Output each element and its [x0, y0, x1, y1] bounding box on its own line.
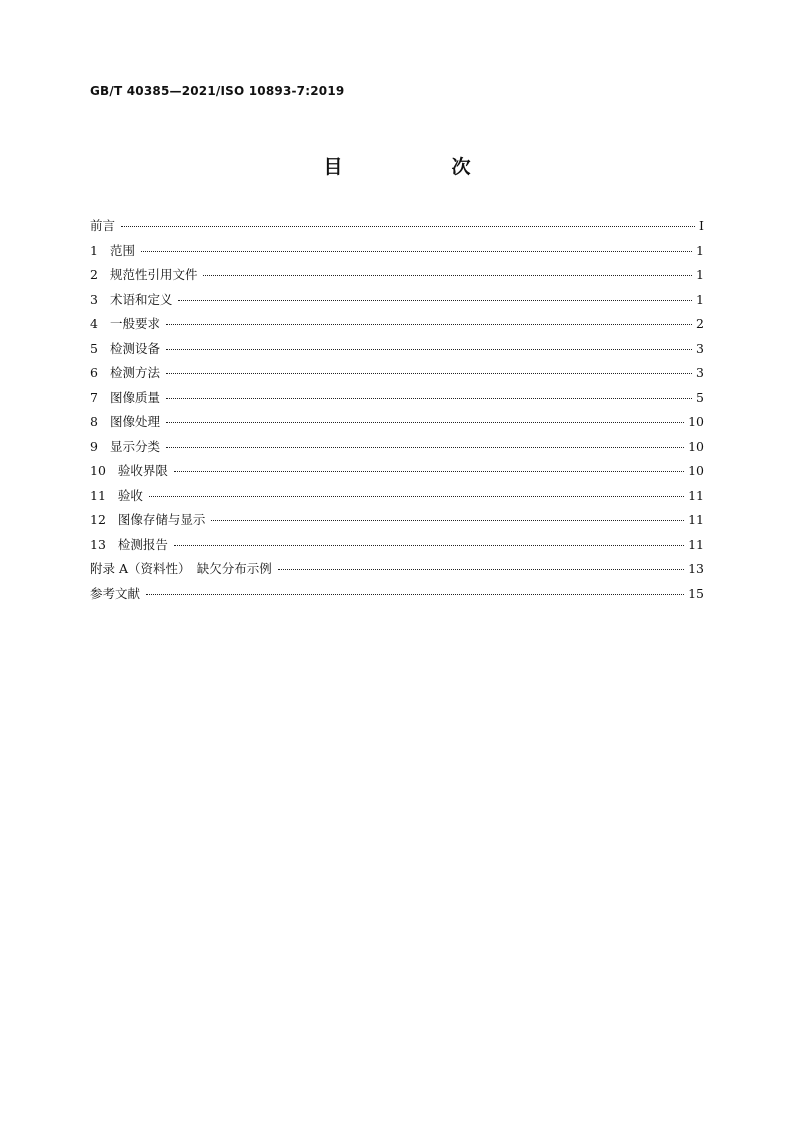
toc-entry-label: 范围 — [109, 242, 135, 258]
page-title: 目 次 — [323, 156, 516, 178]
toc-entry[interactable] — [90, 265, 704, 290]
toc-entry-label: 参考文献 — [90, 585, 141, 601]
toc-dot-leader — [166, 447, 684, 448]
toc-dot-leader — [166, 398, 692, 399]
toc-entry[interactable] — [90, 412, 704, 437]
toc-entry-page-number: 11 — [688, 487, 704, 503]
toc-entry-label: 验收 — [117, 487, 143, 503]
toc-entry-page-number: 1 — [696, 267, 704, 282]
toc-entry[interactable] — [90, 314, 704, 339]
toc-entry-number: 3 — [90, 291, 98, 307]
toc-entry-number: 13 — [90, 536, 106, 552]
toc-entry[interactable] — [90, 559, 704, 584]
toc-dot-leader — [178, 300, 692, 301]
toc-entry[interactable] — [90, 584, 704, 609]
toc-entry-page-number: 13 — [688, 561, 704, 576]
toc-entry-label: 图像处理 — [109, 414, 160, 429]
toc-entry[interactable] — [90, 216, 704, 241]
toc-entry-number: 8 — [90, 414, 98, 429]
toc-entry-number: 1 — [90, 242, 98, 258]
toc-entry-page-number: 2 — [696, 316, 704, 331]
toc-entry[interactable] — [90, 290, 704, 315]
toc-entry-label: 图像存储与显示 — [117, 512, 206, 527]
toc-entry[interactable] — [90, 486, 704, 511]
toc-entry-page-number: 10 — [688, 414, 704, 429]
toc-entry[interactable] — [90, 363, 704, 388]
toc-dot-leader — [121, 226, 695, 227]
toc-entry-page-number: 11 — [688, 536, 704, 552]
toc-entry-page-number: Ⅰ — [699, 218, 704, 233]
toc-dot-leader — [141, 251, 692, 252]
toc-entry[interactable] — [90, 535, 704, 560]
toc-dot-leader — [166, 349, 692, 350]
toc-entry-number: 7 — [90, 389, 98, 405]
toc-entry-number: 12 — [90, 512, 106, 527]
toc-entry-page-number: 11 — [688, 512, 704, 527]
toc-entry-label: 附录 A（资料性） 缺欠分布示例 — [90, 561, 272, 576]
toc-entry-page-number: 1 — [696, 291, 704, 307]
toc-entry-label: 验收界限 — [117, 463, 168, 478]
toc-entry-label: 检测报告 — [117, 536, 168, 552]
toc-entry-page-number: 15 — [688, 585, 704, 601]
toc-dot-leader — [146, 594, 684, 595]
toc-dot-leader — [166, 373, 692, 374]
toc-entry-number: 10 — [90, 463, 106, 478]
toc-entry-label: 显示分类 — [109, 438, 160, 454]
toc-dot-leader — [278, 569, 684, 570]
toc-entry-label: 检测设备 — [109, 340, 160, 356]
toc-entry-page-number: 3 — [696, 340, 704, 356]
toc-entry-page-number: 10 — [688, 463, 704, 478]
toc-entry-label: 规范性引用文件 — [109, 267, 198, 282]
toc-dot-leader — [166, 422, 684, 423]
toc-entry-number: 2 — [90, 267, 98, 282]
toc-entry[interactable] — [90, 388, 704, 413]
standard-number-header: GB/T 40385—2021/ISO 10893-7:2019 — [90, 84, 345, 98]
toc-entry[interactable] — [90, 241, 704, 266]
toc-entry[interactable] — [90, 510, 704, 535]
toc-entry-number: 4 — [90, 316, 98, 331]
toc-entry-number: 11 — [90, 487, 106, 503]
toc-dot-leader — [203, 275, 692, 276]
toc-dot-leader — [149, 496, 684, 497]
toc-dot-leader — [166, 324, 692, 325]
toc-dot-leader — [174, 471, 684, 472]
toc-entry[interactable] — [90, 437, 704, 462]
toc-entry-number: 9 — [90, 438, 98, 454]
toc-entry[interactable] — [90, 339, 704, 364]
toc-entry-label: 检测方法 — [109, 365, 160, 380]
toc-entry-page-number: 1 — [696, 242, 704, 258]
toc-entry-page-number: 10 — [688, 438, 704, 454]
toc-entry-number: 5 — [90, 340, 98, 356]
toc-entry-page-number: 5 — [696, 389, 704, 405]
toc-entry-label: 图像质量 — [109, 389, 160, 405]
toc-dot-leader — [211, 520, 684, 521]
toc-entry-label: 前言 — [90, 218, 116, 233]
toc-entry-label: 一般要求 — [109, 316, 160, 331]
toc-dot-leader — [174, 545, 684, 546]
toc-entry-page-number: 3 — [696, 365, 704, 380]
toc-entry[interactable] — [90, 461, 704, 486]
toc-entry-label: 术语和定义 — [109, 291, 173, 307]
table-of-contents — [90, 216, 704, 608]
toc-entry-number: 6 — [90, 365, 98, 380]
